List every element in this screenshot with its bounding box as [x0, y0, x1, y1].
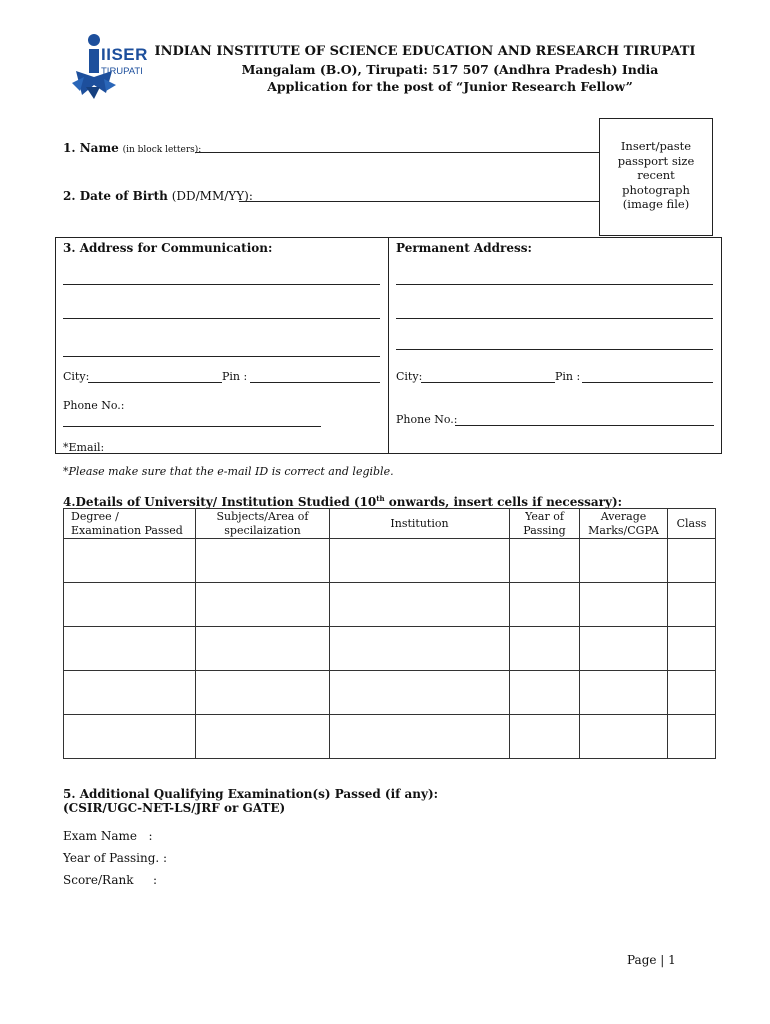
- col-year-header: [510, 509, 580, 539]
- perm-phone-field[interactable]: [455, 425, 714, 426]
- dob-field[interactable]: [239, 201, 599, 202]
- education-table: [63, 508, 716, 759]
- education-title-sup: th: [376, 494, 385, 503]
- table-cell[interactable]: [196, 539, 330, 583]
- photo-line: (image file): [622, 197, 690, 211]
- table-row: [64, 715, 716, 759]
- col-header-text: Average: [600, 509, 647, 523]
- table-cell[interactable]: [510, 539, 580, 583]
- page-number: Page | 1: [627, 953, 676, 967]
- application-post: Application for the post of “Junior Research Fellow”: [267, 79, 633, 94]
- photo-box[interactable]: [599, 118, 713, 236]
- table-cell[interactable]: [668, 583, 716, 627]
- col-header-text: specilaization: [224, 523, 301, 537]
- table-cell[interactable]: [510, 627, 580, 671]
- comm-address-title: 3. Address for Communication:: [63, 241, 273, 255]
- table-cell[interactable]: [330, 583, 510, 627]
- table-cell[interactable]: [330, 627, 510, 671]
- photo-line: passport size: [617, 153, 695, 168]
- email-note: *Please make sure that the e-mail ID is correct and legible.: [63, 465, 394, 478]
- table-cell[interactable]: [196, 715, 330, 759]
- col-class-header: [668, 509, 716, 539]
- table-cell[interactable]: [510, 671, 580, 715]
- table-cell[interactable]: [580, 583, 668, 627]
- comm-pin-label: Pin :: [222, 370, 248, 383]
- email-field[interactable]: [106, 453, 380, 454]
- table-cell[interactable]: [668, 627, 716, 671]
- table-cell[interactable]: [580, 627, 668, 671]
- perm-address-line-3[interactable]: [396, 349, 713, 350]
- col-header-text: Passing: [523, 523, 566, 537]
- perm-city-label: City:: [396, 370, 423, 383]
- comm-phone-label: Phone No.:: [63, 399, 125, 412]
- name-hint: (in block letters):: [122, 145, 202, 155]
- table-cell[interactable]: [64, 671, 196, 715]
- institute-address: Mangalam (B.O), Tirupati: 517 507 (Andhra Pradesh) India: [241, 62, 659, 77]
- table-cell[interactable]: [580, 715, 668, 759]
- table-row: [64, 627, 716, 671]
- table-cell[interactable]: [196, 627, 330, 671]
- comm-address-line-3[interactable]: [63, 356, 380, 357]
- table-cell[interactable]: [330, 671, 510, 715]
- table-row: [64, 539, 716, 583]
- table-cell[interactable]: [330, 539, 510, 583]
- col-header-text: Year of: [525, 509, 564, 523]
- additional-subtitle: (CSIR/UGC-NET-LS/JRF or GATE): [63, 801, 286, 815]
- perm-address-title: Permanent Address:: [396, 241, 532, 255]
- table-cell[interactable]: [668, 539, 716, 583]
- perm-city-field[interactable]: [421, 382, 555, 383]
- comm-address-line-2[interactable]: [63, 318, 380, 319]
- table-cell[interactable]: [330, 715, 510, 759]
- name-label: 1. Name: [63, 141, 119, 155]
- table-cell[interactable]: [196, 583, 330, 627]
- perm-pin-field[interactable]: [582, 382, 713, 383]
- comm-city-field[interactable]: [88, 382, 222, 383]
- perm-address-line-2[interactable]: [396, 318, 713, 319]
- comm-address-line-1[interactable]: [63, 284, 380, 285]
- additional-title: 5. Additional Qualifying Examination(s) Passed (if any):: [63, 787, 439, 801]
- table-cell[interactable]: [580, 671, 668, 715]
- score-rank-colon: :: [153, 873, 158, 887]
- table-cell[interactable]: [510, 715, 580, 759]
- col-header-text: Marks/CGPA: [588, 523, 659, 537]
- table-cell[interactable]: [580, 539, 668, 583]
- table-cell[interactable]: [196, 671, 330, 715]
- comm-pin-field[interactable]: [250, 382, 380, 383]
- perm-pin-label: Pin :: [555, 370, 581, 383]
- col-marks-header: [580, 509, 668, 539]
- table-row: [64, 671, 716, 715]
- col-header-text: Examination Passed: [71, 523, 183, 537]
- name-field[interactable]: [195, 152, 599, 153]
- education-title-pre: 4.Details of University/ Institution Studied (10: [63, 495, 377, 509]
- photo-line: Insert/paste: [620, 139, 692, 153]
- year-of-passing-label: Year of Passing. :: [63, 851, 168, 865]
- col-degree-header: [64, 509, 196, 539]
- score-rank-label: Score/Rank: [63, 873, 134, 887]
- education-title-post: onwards, insert cells if necessary):: [384, 495, 623, 509]
- dob-label-row: [63, 189, 253, 203]
- address-divider: [388, 238, 389, 453]
- perm-phone-label: Phone No.:: [396, 413, 458, 426]
- education-header-row: [64, 509, 716, 539]
- col-subjects-header: [196, 509, 330, 539]
- comm-phone-field[interactable]: [63, 426, 321, 427]
- perm-address-line-1[interactable]: [396, 284, 713, 285]
- table-row: [64, 583, 716, 627]
- comm-city-label: City:: [63, 370, 90, 383]
- col-header-text: Institution: [390, 516, 449, 530]
- table-cell[interactable]: [510, 583, 580, 627]
- photo-line: recent: [637, 168, 675, 182]
- logo-text: IISER: [101, 45, 148, 64]
- table-cell[interactable]: [64, 583, 196, 627]
- photo-line: photograph: [622, 182, 690, 197]
- table-cell[interactable]: [668, 715, 716, 759]
- institute-title: INDIAN INSTITUTE OF SCIENCE EDUCATION AND RESEARCH TIRUPATI: [154, 44, 696, 59]
- dob-label: 2. Date of Birth: [63, 189, 168, 203]
- col-institution-header: [330, 509, 510, 539]
- email-label: *Email:: [63, 441, 105, 454]
- col-header-text: Class: [676, 516, 707, 530]
- dob-hint: (DD/MM/YY):: [171, 189, 253, 203]
- education-title: [63, 494, 622, 509]
- table-cell[interactable]: [64, 715, 196, 759]
- table-cell[interactable]: [64, 539, 196, 583]
- exam-name-label: Exam Name :: [63, 829, 153, 843]
- name-label-row: [63, 141, 201, 155]
- address-section: [55, 237, 722, 454]
- logo-subtext: TIRUPATI: [101, 66, 143, 77]
- table-cell[interactable]: [64, 627, 196, 671]
- table-cell[interactable]: [668, 671, 716, 715]
- col-header-text: Degree /: [71, 509, 119, 523]
- col-header-text: Subjects/Area of: [216, 509, 309, 523]
